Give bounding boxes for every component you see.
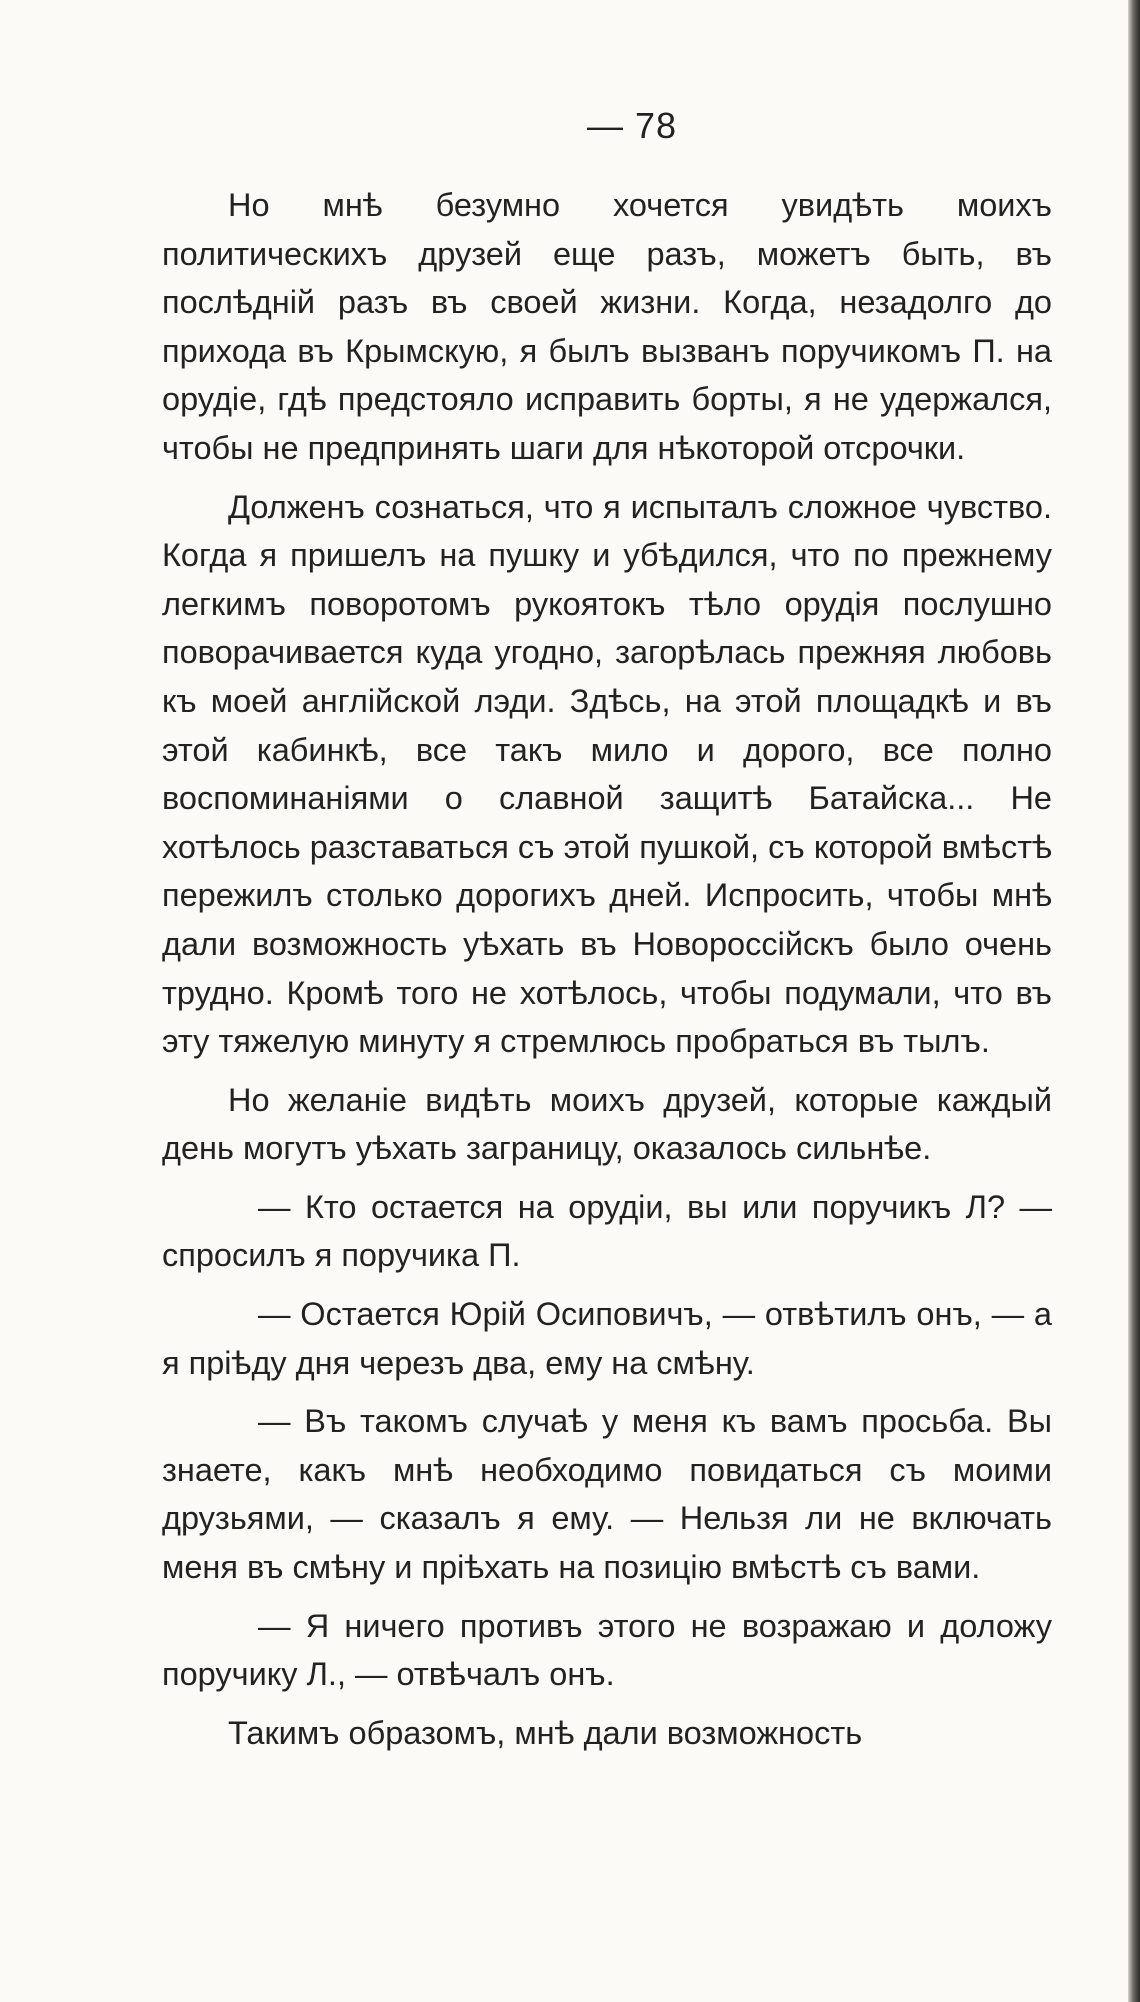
dialogue-paragraph: — Я ничего противъ этого не возражаю и доложу поручику Л., — отвѣчалъ онъ. [162, 1607, 1052, 1693]
book-page [162, 105, 1052, 1767]
dialogue-paragraph: — Въ такомъ случаѣ у меня къ вамъ просьба. Вы знаете, какъ мнѣ необходимо повидаться съ моими друзьями, — сказалъ я ему. — Нельзя ли не включать меня въ смѣну и прiѣхать на позицiю вмѣстѣ съ вами. [162, 1403, 1052, 1586]
body-text [162, 181, 1052, 1757]
paragraph: Но мнѣ безумно хочется увидѣть моихъ политическихъ друзей еще разъ, можетъ быть, въ послѣднiй разъ въ своей жизни. Когда, незадолго до прихода въ Крымскую, я былъ вызванъ поручикомъ П. на орудiе, гдѣ предстояло исправить борты, я не удержался, чтобы не предпринять шаги для нѣкоторой отсрочки. [162, 187, 1052, 466]
paragraph: Долженъ сознаться, что я испыталъ сложное чувство. Когда я пришелъ на пушку и убѣдился, что по прежнему легкимъ поворотомъ рукоятокъ тѣло орудiя послушно поворачивается куда угодно, загорѣлась прежняя любовь къ моей англiйской лэди. Здѣсь, на этой площадкѣ и въ этой кабинкѣ, все такъ мило и дорого, все полно воспоминанiями о славной защитѣ Батайска... Не хотѣлось разставаться съ этой пушкой, съ которой вмѣстѣ пережилъ столько дорогихъ дней. Испросить, чтобы мнѣ дали возможность уѣхать въ Новороссiйскъ было очень трудно. Кромѣ того не хотѣлось, чтобы подумали, что въ эту тяжелую минуту я стремлюсь пробраться въ тылъ. [162, 488, 1052, 1060]
paragraph: Но желанiе видѣть моихъ друзей, которые каждый день могутъ уѣхать заграницу, оказалось сильнѣе. [162, 1081, 1052, 1167]
paragraph: Такимъ образомъ, мнѣ дали возможность [228, 1714, 863, 1751]
dialogue-paragraph: — Остается Юрiй Осиповичъ, — отвѣтилъ онъ, — а я прiѣду дня черезъ два, ему на смѣну. [162, 1296, 1052, 1381]
dialogue-paragraph: — Кто остается на орудiи, вы или поручикъ Л? — спросилъ я поручика П. [162, 1188, 1052, 1274]
page-number: — 78 [586, 105, 678, 146]
binding-edge [1128, 0, 1140, 2002]
